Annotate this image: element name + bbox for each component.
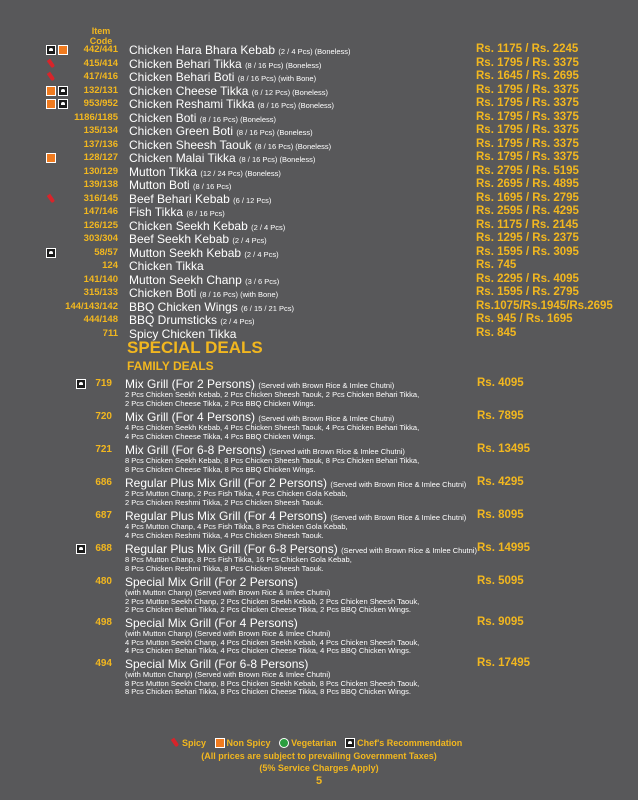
item-price: Rs. 1695 / Rs. 2795 xyxy=(476,191,579,204)
item-code: 126/125 xyxy=(83,219,118,231)
item-name-text: Mutton Boti xyxy=(129,178,194,192)
item-note: (12 / 24 Pcs) (Boneless) xyxy=(200,168,281,178)
legend-chef: Chef's Recommendation xyxy=(345,738,462,748)
deal-price: Rs. 17495 xyxy=(477,657,531,669)
item-name-text: Spicy Chicken Tikka xyxy=(129,326,237,341)
item-name xyxy=(129,246,279,260)
menu-item[interactable] xyxy=(0,192,638,206)
item-note: (8 / 16 Pcs) xyxy=(186,209,225,218)
menu-item[interactable] xyxy=(0,313,638,327)
menu-item[interactable] xyxy=(0,205,638,219)
deal-name-text: Regular Plus Mix Grill (For 2 Persons) xyxy=(125,476,331,490)
item-price: Rs. 1795 / Rs. 3375 xyxy=(476,137,579,150)
item-name xyxy=(129,219,285,233)
item-name xyxy=(129,300,294,314)
menu-item[interactable] xyxy=(0,151,638,165)
deal-price: Rs. 8095 xyxy=(477,509,524,521)
item-note: (8 / 16 Pcs) (Boneless) xyxy=(257,101,334,110)
item-name xyxy=(129,151,315,165)
item-name-text: BBQ Drumsticks xyxy=(129,313,221,327)
item-price: Rs. 1595 / Rs. 2795 xyxy=(476,286,579,298)
item-name-text: Mutton Seekh Chanp xyxy=(129,272,246,287)
legend-non-spicy: Non Spicy xyxy=(215,738,271,748)
item-note: (2 / 4 Pcs) xyxy=(220,317,255,326)
item-name xyxy=(129,138,331,152)
item-name-text: Mutton Tikka xyxy=(129,164,201,179)
menu-item[interactable] xyxy=(0,70,638,84)
item-price: Rs. 2695 / Rs. 4895 xyxy=(476,178,579,190)
deal-price: Rs. 4095 xyxy=(477,377,524,389)
item-note: (3 / 6 Pcs) xyxy=(245,276,280,286)
item-code: 139/138 xyxy=(83,179,118,190)
deal-name xyxy=(125,616,298,630)
item-code: 303/304 xyxy=(83,233,118,244)
deal-name-text: Mix Grill (For 4 Persons) xyxy=(125,410,259,424)
item-code: 128/127 xyxy=(83,152,118,163)
deal-description: 4 Pcs Chicken Seekh Kebab, 4 Pcs Chicken Sheesh Taouk, 4 Pcs Chicken Behari Tikka, 4 Pcs Chicken Cheese Tikka, 4 Pcs BBQ Chicken Wings. xyxy=(125,423,420,441)
deal-name-text: Regular Plus Mix Grill (For 6-8 Persons) xyxy=(125,542,342,556)
deal-code: 719 xyxy=(95,378,112,389)
item-note: (8 / 16 Pcs) (with Bone) xyxy=(199,290,279,299)
deal-code: 720 xyxy=(95,411,112,422)
non-spicy-icon xyxy=(215,738,225,748)
item-code: 315/133 xyxy=(83,287,118,298)
deal-price: Rs. 9095 xyxy=(477,616,524,628)
item-name-text: Chicken Tikka xyxy=(129,259,204,273)
deal-note: (Served with Brown Rice & Imlee Chutni) xyxy=(269,447,405,456)
deal-name-text: Regular Plus Mix Grill (For 4 Persons) xyxy=(125,509,331,523)
deal-description: (with Mutton Chanp) (Served with Brown Rice & Imlee Chutni) 8 Pcs Mutton Seekh Chanp, 8 Pcs Chicken Seekh Kebab, 8 Pcs Chicken Sheesh Taouk, 8 Pcs Chicken Behari Tikka, 8 Pcs Chicken Cheese Tikka, 8 Pcs BBQ Chicken Wings. xyxy=(125,670,420,696)
menu-item[interactable] xyxy=(0,97,638,111)
item-note: (6 / 15 / 21 Pcs) xyxy=(241,303,294,313)
menu-item[interactable] xyxy=(0,124,638,138)
service-note: (5% Service Charges Apply) xyxy=(259,763,379,773)
item-name xyxy=(129,97,334,111)
item-code: 1186/1185 xyxy=(74,111,118,123)
menu-item[interactable] xyxy=(0,138,638,152)
deal-description: (with Mutton Chanp) (Served with Brown Rice & Imlee Chutni) 2 Pcs Mutton Seekh Chanp, 2 Pcs Chicken Seekh Kebab, 2 Pcs Chicken Sheesh Taouk, 2 Pcs Chicken Behari Tikka, 2 Pcs Chicken Cheese Tikka, 2 Pcs BBQ Chicken Wings. xyxy=(125,588,420,614)
item-note: (8 / 16 Pcs) (Boneless) xyxy=(245,60,322,70)
deal-code: 686 xyxy=(95,477,112,488)
item-note: (2 / 4 Pcs) xyxy=(251,222,286,232)
item-name xyxy=(129,313,255,327)
item-code: 144/143/142 xyxy=(65,300,118,312)
item-code: 316/145 xyxy=(83,192,118,204)
item-name xyxy=(129,259,204,273)
item-name xyxy=(129,57,321,71)
deal-description: (with Mutton Chanp) (Served with Brown Rice & Imlee Chutni) 4 Pcs Mutton Seekh Chanp, 4 Pcs Chicken Seekh Kebab, 4 Pcs Chicken Sheesh Taouk, 4 Pcs Chicken Behari Tikka, 4 Pcs Chicken Cheese Tikka, 4 Pcs BBQ Chicken Wings. xyxy=(125,629,420,655)
item-price: Rs. 2795 / Rs. 5195 xyxy=(476,164,579,177)
item-price: Rs. 1175 / Rs. 2145 xyxy=(476,218,579,231)
item-name-text: Chicken Boti xyxy=(129,286,200,300)
item-name xyxy=(129,84,328,98)
menu-item[interactable] xyxy=(0,273,638,287)
deal-name xyxy=(125,443,405,457)
deal-description: 2 Pcs Mutton Chanp, 2 Pcs Fish Tikka, 4 Pcs Chicken Gola Kebab, 2 Pcs Chicken Reshmi Tikka, 2 Pcs Chicken Sheesh Taouk. xyxy=(125,489,348,507)
item-price: Rs. 1795 / Rs. 3375 xyxy=(476,97,579,109)
item-price: Rs. 1595 / Rs. 3095 xyxy=(476,245,579,258)
item-note: (8 / 16 Pcs) (with Bone) xyxy=(237,74,317,83)
item-price: Rs. 1795 / Rs. 3375 xyxy=(476,110,579,123)
item-code: 58/57 xyxy=(94,246,118,258)
item-price: Rs. 1795 / Rs. 3375 xyxy=(476,124,579,136)
deal-code: 494 xyxy=(95,658,112,669)
legend xyxy=(170,738,468,748)
vegetarian-icon xyxy=(279,738,289,748)
deal-name xyxy=(125,509,466,523)
menu-item[interactable] xyxy=(0,300,638,314)
item-name-text: Beef Behari Kebab xyxy=(129,191,234,206)
item-price: Rs. 1795 / Rs. 3375 xyxy=(476,56,579,69)
deal-description: 8 Pcs Chicken Seekh Kebab, 8 Pcs Chicken Sheesh Taouk, 8 Pcs Chicken Behari Tikka, 8 Pcs Chicken Cheese Tikka, 8 Pcs BBQ Chicken Wings. xyxy=(125,456,420,474)
item-name-text: Chicken Behari Tikka xyxy=(129,56,246,71)
item-price: Rs. 2595 / Rs. 4295 xyxy=(476,205,579,217)
menu-item[interactable] xyxy=(0,246,638,260)
item-price: Rs. 1645 / Rs. 2695 xyxy=(476,70,579,82)
deal-note: (Served with Brown Rice & Imlee Chutni) xyxy=(341,546,477,555)
deal-price: Rs. 14995 xyxy=(477,542,531,554)
item-note: (8 / 16 Pcs) (Boneless) xyxy=(236,128,313,137)
menu-item[interactable] xyxy=(0,111,638,125)
special-deals-title: SPECIAL DEALS xyxy=(127,338,263,357)
item-name-text: Chicken Sheesh Taouk xyxy=(129,137,255,152)
deal-code: 688 xyxy=(95,543,112,554)
item-note: (8 / 16 Pcs) (Boneless) xyxy=(199,114,276,124)
item-name-text: Mutton Seekh Kebab xyxy=(129,245,245,260)
item-note: (2 / 4 Pcs) xyxy=(244,249,279,259)
deal-note: (Served with Brown Rice & Imlee Chutni) xyxy=(258,381,395,390)
deal-code: 498 xyxy=(95,617,112,628)
item-code: 417/416 xyxy=(83,71,118,82)
deal-price: Rs. 4295 xyxy=(477,476,524,488)
item-name xyxy=(129,111,276,125)
deal-code: 480 xyxy=(95,576,112,587)
item-name-text: Chicken Hara Bhara Kebab xyxy=(129,43,279,57)
item-name-text: Chicken Boti xyxy=(129,110,200,125)
deal-price: Rs. 7895 xyxy=(477,410,524,422)
item-note: (8 / 16 Pcs) (Boneless) xyxy=(239,155,316,164)
item-name-text: Fish Tikka xyxy=(129,205,187,219)
menu-item[interactable] xyxy=(0,165,638,179)
item-price: Rs. 945 / Rs. 1695 xyxy=(476,313,573,325)
menu-item[interactable] xyxy=(0,232,638,246)
item-code: 442/441 xyxy=(83,44,118,55)
deal-name xyxy=(125,542,477,556)
item-name-text: Chicken Seekh Kebab xyxy=(129,218,252,233)
item-name-text: Chicken Behari Boti xyxy=(129,70,238,84)
menu-item[interactable] xyxy=(0,178,638,192)
item-price: Rs. 745 xyxy=(476,259,517,271)
deal-name xyxy=(125,377,394,391)
tax-note: (All prices are subject to prevailing Government Taxes) xyxy=(201,751,437,761)
deal-note: (Served with Brown Rice & Imlee Chutni) xyxy=(330,513,467,522)
item-name xyxy=(129,43,351,57)
item-code: 135/134 xyxy=(83,125,118,136)
item-code: 141/140 xyxy=(83,273,118,285)
item-name-text: Chicken Cheese Tikka xyxy=(129,83,252,98)
menu-item[interactable] xyxy=(0,57,638,71)
item-price: Rs. 1175 / Rs. 2245 xyxy=(476,43,579,55)
item-name xyxy=(129,70,316,84)
menu-item[interactable] xyxy=(0,327,638,341)
menu-item[interactable] xyxy=(0,259,638,273)
deal-name-text: Special Mix Grill (For 4 Persons) xyxy=(125,616,298,630)
menu-item[interactable] xyxy=(0,84,638,98)
item-code: 711 xyxy=(102,327,118,339)
item-code: 147/146 xyxy=(83,206,118,217)
item-name-text: Chicken Reshami Tikka xyxy=(129,97,258,111)
item-name xyxy=(129,205,225,219)
item-note: (6 / 12 Pcs) (Boneless) xyxy=(251,87,329,97)
deal-description: 4 Pcs Mutton Chanp, 4 Pcs Fish Tikka, 8 Pcs Chicken Gola Kebab, 4 Pcs Chicken Reshmi Tikka, 4 Pcs Chicken Sheesh Taouk. xyxy=(125,522,348,540)
deal-name xyxy=(125,575,298,589)
item-code: 124 xyxy=(102,260,118,271)
deal-name xyxy=(125,476,466,490)
item-note: (6 / 12 Pcs) xyxy=(233,195,272,205)
deal-name-text: Special Mix Grill (For 6-8 Persons) xyxy=(125,657,309,671)
menu-item[interactable] xyxy=(0,43,638,57)
item-code: 130/129 xyxy=(83,165,118,177)
page-number: 5 xyxy=(315,775,323,787)
item-name xyxy=(129,165,281,179)
item-code: 444/148 xyxy=(83,314,118,325)
deal-name xyxy=(125,410,394,424)
item-name xyxy=(129,178,231,192)
deal-name xyxy=(125,657,308,671)
item-name xyxy=(129,286,278,300)
deal-name-text: Mix Grill (For 2 Persons) xyxy=(125,377,259,391)
item-note: (8 / 16 Pcs) xyxy=(193,182,232,191)
menu-item[interactable] xyxy=(0,286,638,300)
item-price: Rs. 845 xyxy=(476,326,517,339)
item-name xyxy=(129,273,279,287)
deal-note: (Served with Brown Rice & Imlee Chutni) xyxy=(330,480,467,489)
deal-code: 721 xyxy=(95,444,112,455)
legend-vegetarian: Vegetarian xyxy=(279,738,337,748)
deal-description: 2 Pcs Chicken Seekh Kebab, 2 Pcs Chicken Sheesh Taouk, 2 Pcs Chicken Behari Tikka, 2 Pcs Chicken Cheese Tikka, 2 Pcs BBQ Chicken Wings. xyxy=(125,390,420,408)
item-code: 132/131 xyxy=(83,84,118,96)
item-code: 137/136 xyxy=(83,138,118,150)
item-name-text: Beef Seekh Kebab xyxy=(129,232,233,246)
spicy-icon xyxy=(171,738,179,748)
deal-name-text: Special Mix Grill (For 2 Persons) xyxy=(125,575,298,589)
family-deals-subtitle: FAMILY DEALS xyxy=(127,359,214,373)
deal-price: Rs. 5095 xyxy=(477,575,524,587)
legend-spicy: Spicy xyxy=(170,738,206,748)
item-code-header: Item Code xyxy=(89,26,113,46)
deal-price: Rs. 13495 xyxy=(477,443,531,455)
item-price: Rs. 1295 / Rs. 2375 xyxy=(476,232,579,244)
item-name-text: Chicken Green Boti xyxy=(129,124,237,138)
item-name xyxy=(129,232,267,246)
deal-name-text: Mix Grill (For 6-8 Persons) xyxy=(125,443,270,457)
item-code: 415/414 xyxy=(83,57,118,69)
item-price: Rs. 1795 / Rs. 3375 xyxy=(476,83,579,96)
item-code: 953/952 xyxy=(83,98,118,109)
item-price: Rs. 2295 / Rs. 4095 xyxy=(476,272,579,285)
deal-note: (Served with Brown Rice & Imlee Chutni) xyxy=(258,414,395,423)
item-note: (2 / 4 Pcs) xyxy=(232,236,267,245)
item-name-text: Chicken Malai Tikka xyxy=(129,151,240,165)
chef-hat-icon xyxy=(345,738,355,748)
item-price: Rs.1075/Rs.1945/Rs.2695 xyxy=(476,299,613,312)
deal-description: 8 Pcs Mutton Chanp, 8 Pcs Fish Tikka, 16 Pcs Chicken Gola Kebab, 8 Pcs Chicken Reshmi Tikka, 8 Pcs Chicken Sheesh Taouk. xyxy=(125,555,352,573)
item-name xyxy=(129,124,313,138)
item-name-text: BBQ Chicken Wings xyxy=(129,299,242,314)
item-note: (2 / 4 Pcs) (Boneless) xyxy=(278,47,351,56)
menu-item[interactable] xyxy=(0,219,638,233)
item-price: Rs. 1795 / Rs. 3375 xyxy=(476,151,579,163)
deal-code: 687 xyxy=(95,510,112,521)
item-note: (8 / 16 Pcs) (Boneless) xyxy=(254,141,332,151)
item-name xyxy=(129,192,271,206)
